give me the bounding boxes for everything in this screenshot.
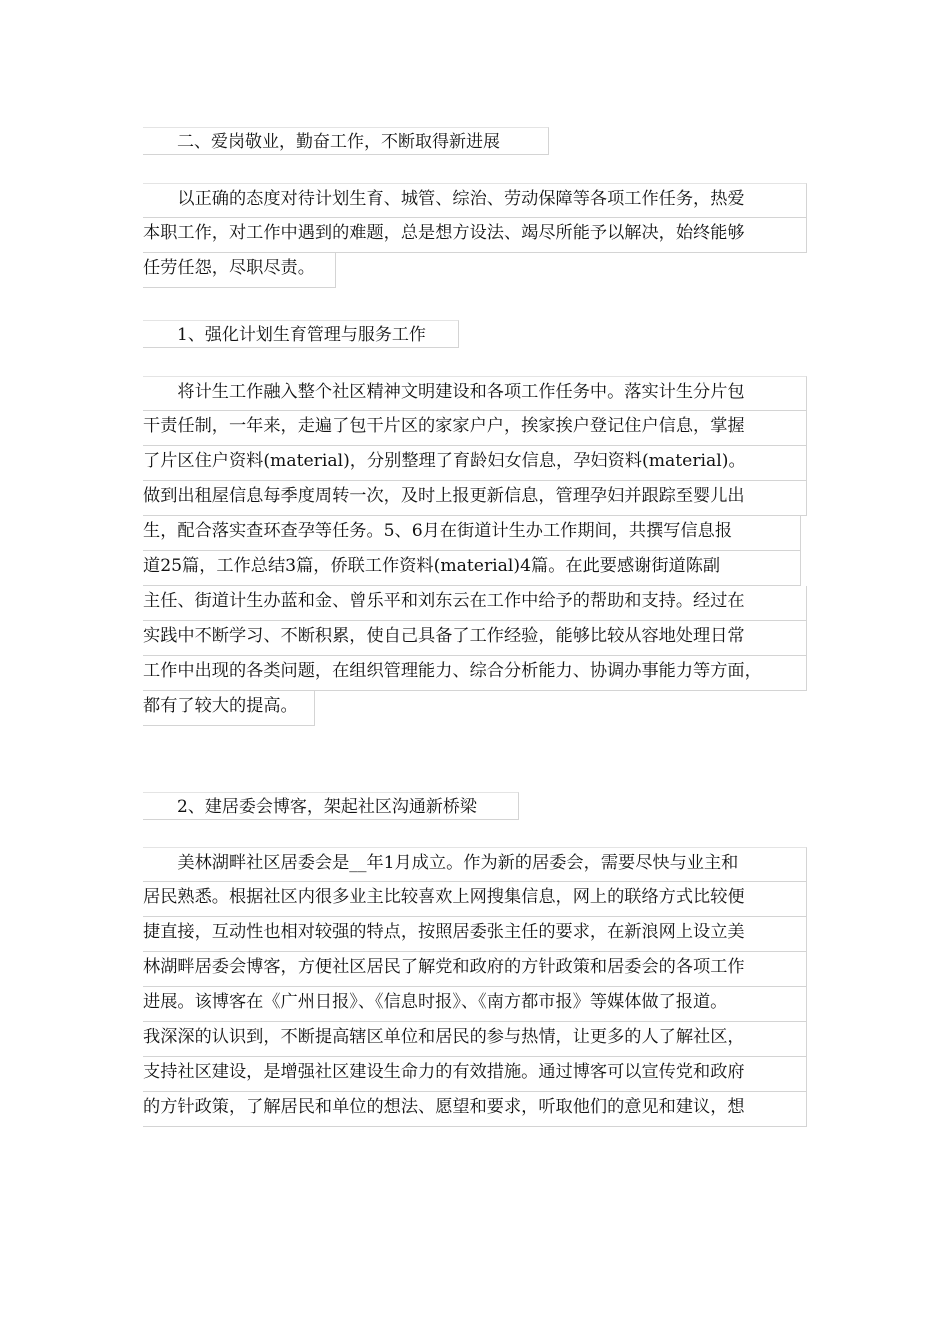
text-line: 本职工作，对工作中遇到的难题，总是想方设法、竭尽所能予以解决，始终能够	[143, 218, 807, 253]
text-line: 美林湖畔社区居委会是__年1月成立。作为新的居委会，需要尽快与业主和	[143, 847, 807, 882]
text-line: 我深深的认识到，不断提高辖区单位和居民的参与热情，让更多的人了解社区，	[143, 1022, 807, 1057]
intro-paragraph	[143, 183, 807, 288]
text-line: 任劳任怨，尽职尽责。	[143, 253, 336, 288]
text-line: 做到出租屋信息每季度周转一次，及时上报更新信息，管理孕妇并跟踪至婴儿出	[143, 481, 807, 516]
text-line: 道25篇，工作总结3篇，侨联工作资料(material)4篇。在此要感谢街道陈副	[143, 551, 801, 586]
text-line: 主任、街道计生办蓝和金、曾乐平和刘东云在工作中给予的帮助和支持。经过在	[143, 586, 807, 621]
text-line: 捷直接，互动性也相对较强的特点，按照居委张主任的要求，在新浪网上设立美	[143, 917, 807, 952]
family-planning-paragraph	[143, 376, 807, 726]
committee-blog-paragraph	[143, 847, 807, 1127]
text-line: 居民熟悉。根据社区内很多业主比较喜欢上网搜集信息，网上的联络方式比较便	[143, 882, 807, 917]
text-line: 林湖畔居委会博客，方便社区居民了解党和政府的方针政策和居委会的各项工作	[143, 952, 807, 987]
text-line: 将计生工作融入整个社区精神文明建设和各项工作任务中。落实计生分片包	[143, 376, 807, 411]
text-line: 工作中出现的各类问题，在组织管理能力、综合分析能力、协调办事能力等方面，	[143, 656, 807, 691]
heading-love-work: 二、爱岗敬业，勤奋工作，不断取得新进展	[143, 127, 549, 155]
text-line: 的方针政策，了解居民和单位的想法、愿望和要求，听取他们的意见和建议，想	[143, 1092, 807, 1127]
text-line: 了片区住户资料(material)，分别整理了育龄妇女信息，孕妇资料(material)。	[143, 446, 807, 481]
text-line: 生，配合落实查环查孕等任务。5、6月在街道计生办工作期间，共撰写信息报	[143, 516, 801, 551]
text-line: 都有了较大的提高。	[143, 691, 315, 726]
heading-committee-blog: 2、建居委会博客，架起社区沟通新桥梁	[143, 792, 519, 820]
text-line: 干责任制，一年来，走遍了包干片区的家家户户，挨家挨户登记住户信息，掌握	[143, 411, 807, 446]
text-line: 进展。该博客在《广州日报》、《信息时报》、《南方都市报》等媒体做了报道。	[143, 987, 807, 1022]
text-line: 支持社区建设，是增强社区建设生命力的有效措施。通过博客可以宣传党和政府	[143, 1057, 807, 1092]
text-line: 实践中不断学习、不断积累，使自己具备了工作经验，能够比较从容地处理日常	[143, 621, 807, 656]
text-line: 以正确的态度对待计划生育、城管、综治、劳动保障等各项工作任务，热爱	[143, 183, 807, 218]
heading-family-planning: 1、强化计划生育管理与服务工作	[143, 320, 459, 348]
